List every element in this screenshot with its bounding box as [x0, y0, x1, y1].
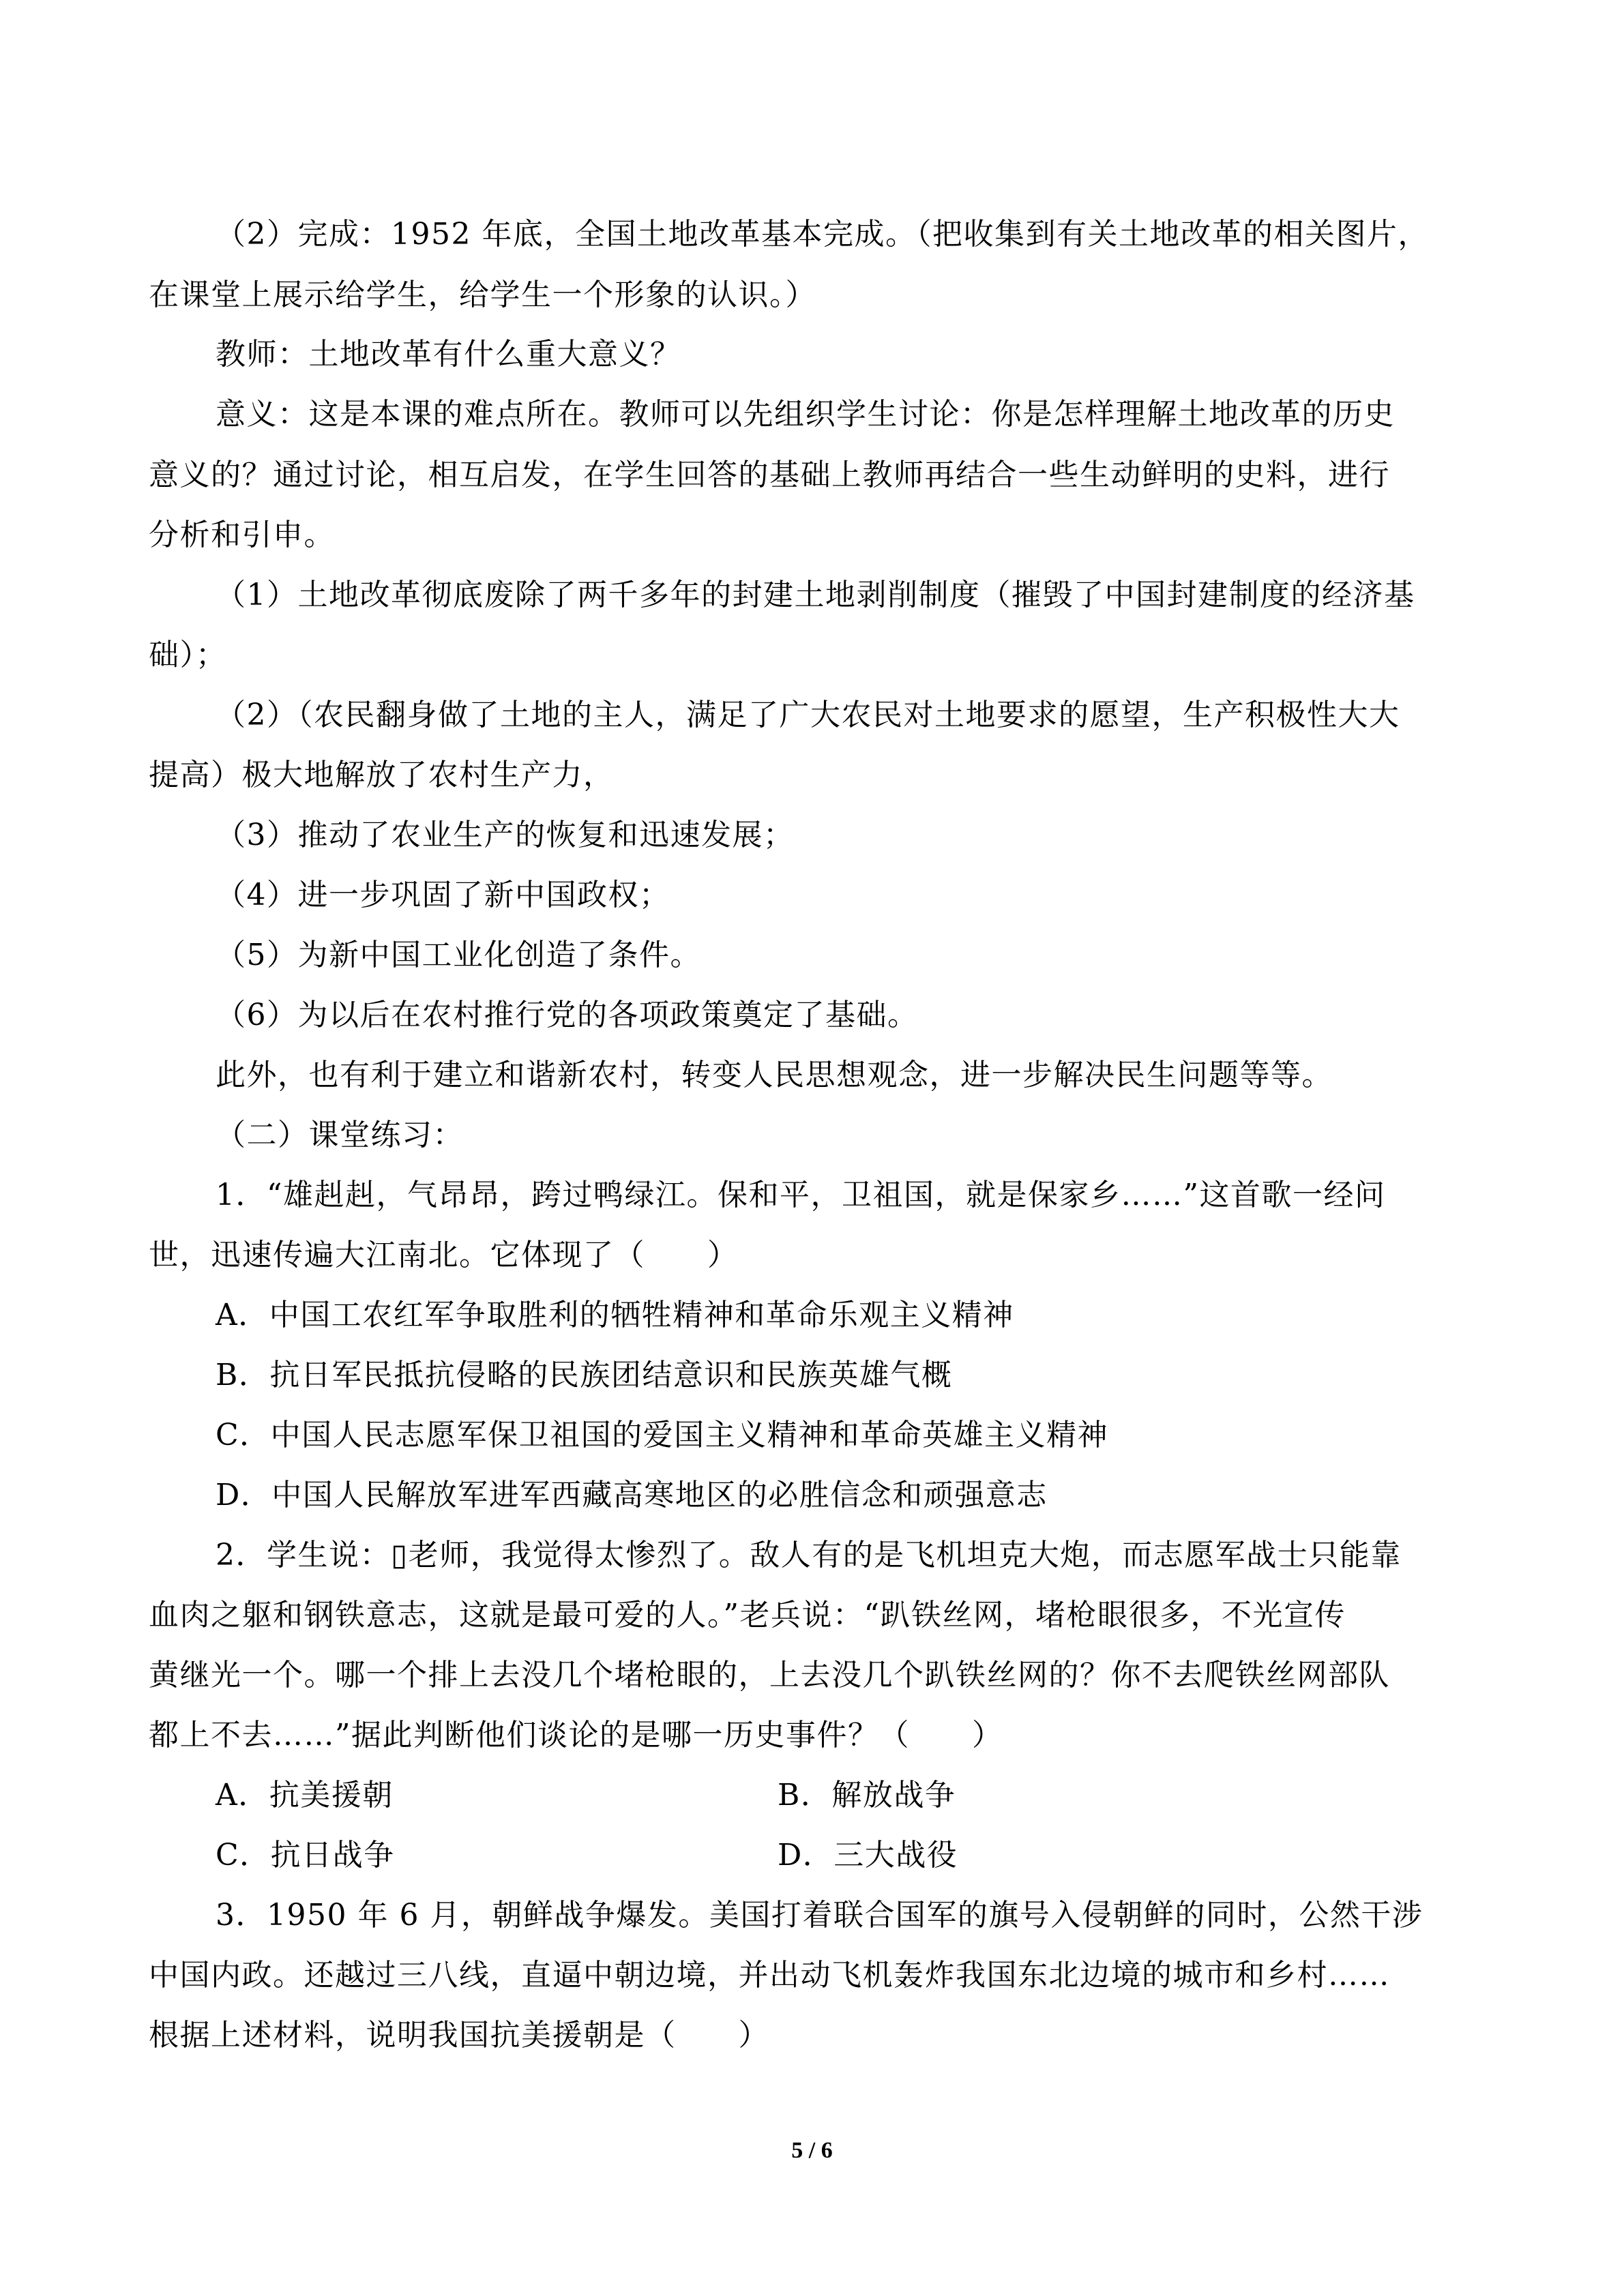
- question-3-line-2: 中国内政。还越过三八线，直逼中朝边境，并出动飞机轰炸我国东北边境的城市和乡村……: [149, 1958, 1390, 1993]
- meaning-item-1-line-2: 础）；: [149, 638, 227, 672]
- meaning-item-4: （4）进一步巩固了新中国政权；: [216, 878, 670, 912]
- meaning-item-3: （3）推动了农业生产的恢复和迅速发展；: [216, 818, 795, 852]
- meaning-item-5: （5）为新中国工业化创造了条件。: [216, 938, 701, 972]
- paragraph-significance-line-1: 意义：这是本课的难点所在。教师可以先组织学生讨论：你是怎样理解土地改革的历史: [216, 397, 1395, 432]
- paragraph-additional: 此外，也有利于建立和谐新农村，转变人民思想观念，进一步解决民生问题等等。: [216, 1058, 1333, 1092]
- question-2-line-4: 都上不去……”据此判断他们谈论的是哪一历史事件？（ ）: [149, 1718, 1003, 1753]
- question-1-option-c: C．中国人民志愿军保卫祖国的爱国主义精神和革命英雄主义精神: [216, 1418, 1109, 1452]
- page-number: 5 / 6: [791, 2138, 833, 2163]
- meaning-item-1-line-1: （1）土地改革彻底废除了两千多年的封建土地剥削制度（摧毁了中国封建制度的经济基: [216, 578, 1415, 612]
- question-2-option-d: D．三大战役: [778, 1838, 958, 1873]
- section-heading-exercises: （二）课堂练习：: [216, 1118, 464, 1152]
- teacher-question: 教师：土地改革有什么重大意义？: [216, 337, 681, 372]
- question-2-line-2: 血肉之躯和钢铁意志，这就是最可爱的人。”老兵说：“趴铁丝网，堵枪眼很多，不光宣传: [149, 1598, 1346, 1632]
- question-2-option-c: C．抗日战争: [216, 1838, 395, 1873]
- meaning-item-2-line-1: （2）（农民翻身做了土地的主人，满足了广大农民对土地要求的愿望，生产积极性大大: [216, 698, 1400, 732]
- paragraph-significance-line-2: 意义的？通过讨论，相互启发，在学生回答的基础上教师再结合一些生动鲜明的史料，进行: [149, 458, 1390, 492]
- paragraph-completion-line-1: （2）完成：1952 年底，全国土地改革基本完成。（把收集到有关土地改革的相关图片，: [216, 217, 1429, 252]
- question-2-option-b: B．解放战争: [778, 1778, 956, 1813]
- question-2-line-1: 2．学生说：▯老师，我觉得太惨烈了。敌人有的是飞机坦克大炮，而志愿军战士只能靠: [216, 1538, 1402, 1572]
- question-2-option-a: A．抗美援朝: [216, 1778, 394, 1813]
- paragraph-significance-line-3: 分析和引申。: [149, 518, 335, 552]
- meaning-item-6: （6）为以后在农村推行党的各项政策奠定了基础。: [216, 998, 919, 1032]
- question-1-option-a: A．中国工农红军争取胜利的牺牲精神和革命乐观主义精神: [216, 1298, 1014, 1332]
- question-3-line-1: 3．1950 年 6 月，朝鲜战争爆发。美国打着联合国军的旗号入侵朝鲜的同时，公然干涉: [216, 1898, 1423, 1933]
- question-2-line-3: 黄继光一个。哪一个排上去没几个堵枪眼的，上去没几个趴铁丝网的？你不去爬铁丝网部队: [149, 1658, 1390, 1693]
- question-1-line-2: 世，迅速传遍大江南北。它体现了（ ）: [149, 1238, 739, 1272]
- question-1-line-1: 1．“雄赳赳，气昂昂，跨过鸭绿江。保和平，卫祖国，就是保家乡……”这首歌一经问: [216, 1178, 1386, 1212]
- question-1-option-b: B．抗日军民抵抗侵略的民族团结意识和民族英雄气概: [216, 1358, 953, 1392]
- question-1-option-d: D．中国人民解放军进军西藏高寒地区的必胜信念和顽强意志: [216, 1478, 1048, 1512]
- meaning-item-2-line-2: 提高）极大地解放了农村生产力，: [149, 758, 615, 792]
- question-3-line-3: 根据上述材料，说明我国抗美援朝是（ ）: [149, 2018, 769, 2053]
- paragraph-completion-line-2: 在课堂上展示给学生，给学生一个形象的认识。）: [149, 278, 816, 312]
